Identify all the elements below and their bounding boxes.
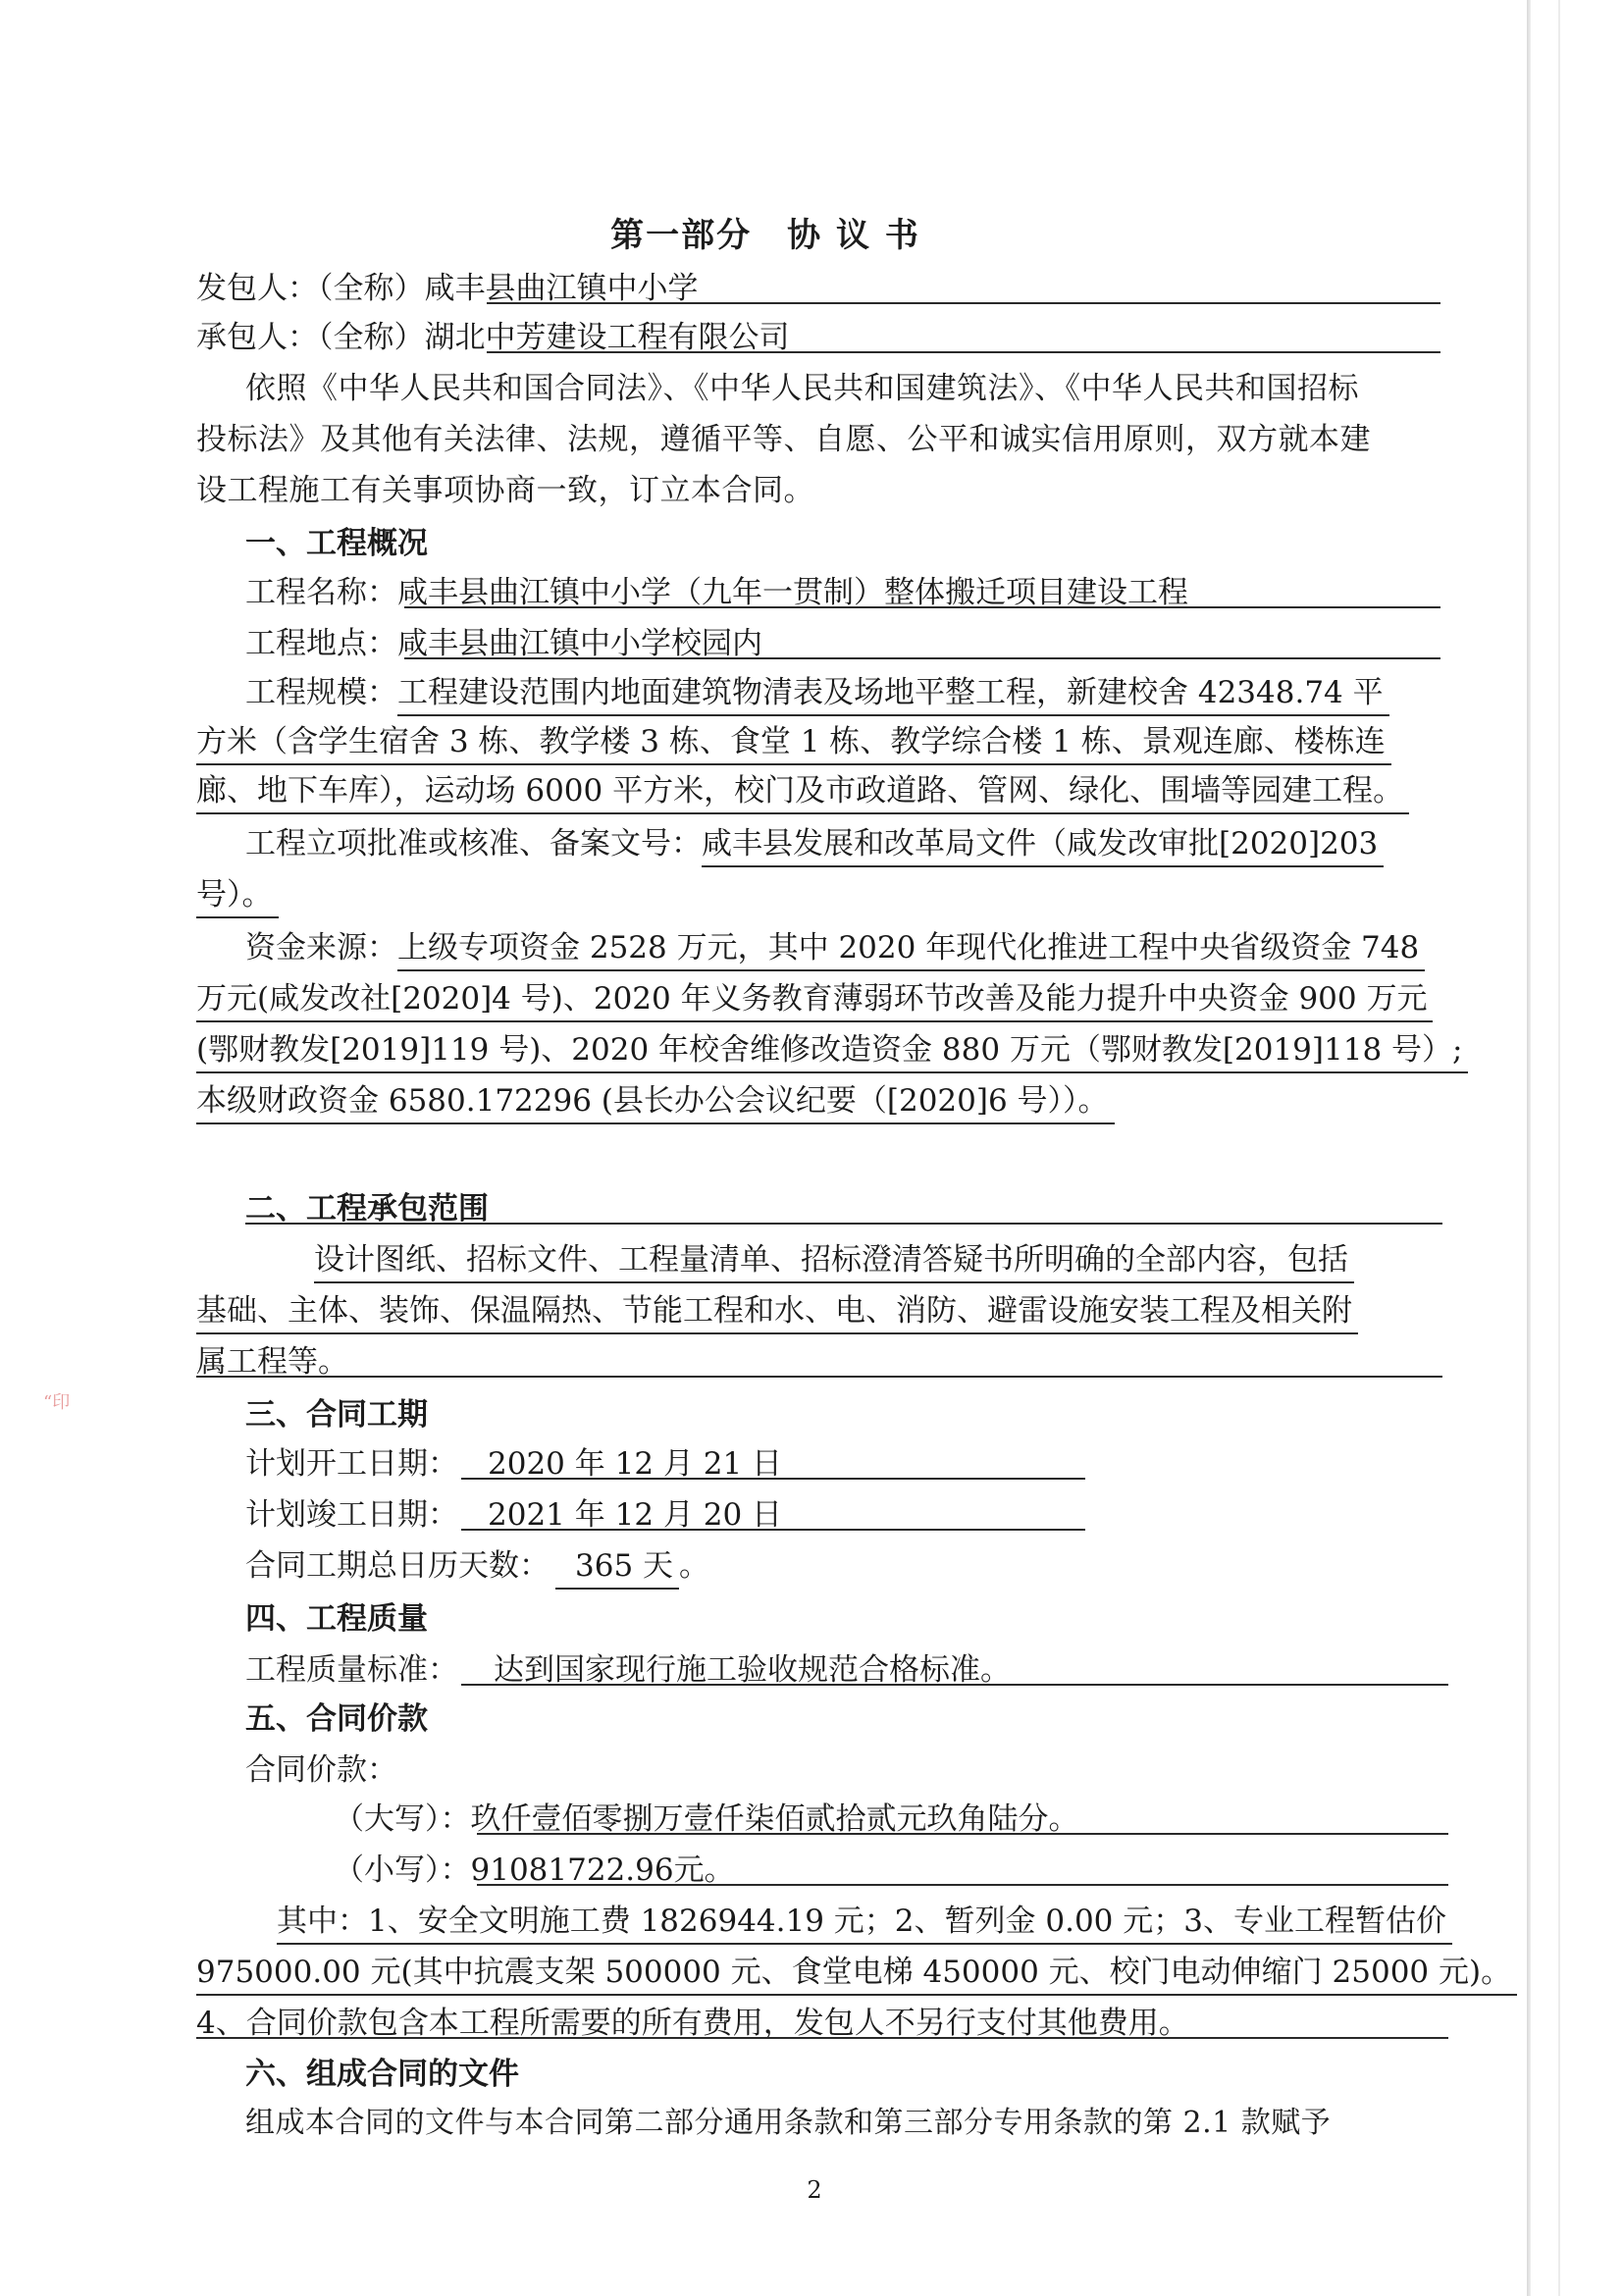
total-days-suffix: 。 [679,1548,710,1584]
approval-line-2 [196,873,1452,918]
section-1-heading: 一、工程概况 [245,526,428,561]
section-4-heading: 四、工程质量 [245,1601,428,1637]
contractor-label: 承包人：（全称） [196,320,425,355]
price-lower-label: （小写）： [334,1852,471,1888]
section-3-heading: 三、合同工期 [245,1397,428,1433]
start-date-label: 计划开工日期： [245,1446,458,1482]
scope-line-1 [314,1238,1570,1283]
contract-price-label: 合同价款： [245,1752,397,1788]
approval-text-2: 号）。 [196,873,279,918]
project-name-label: 工程名称： [245,575,397,610]
section-2-heading: 二、工程承包范围 [245,1191,489,1226]
fund-line-4 [196,1079,1452,1124]
fund-text-1: 上级专项资金 2528 万元，其中 2020 年现代化推进工程中央省级资金 748 [397,926,1425,971]
end-date-label: 计划竣工日期： [245,1497,458,1533]
project-location-label: 工程地点： [245,626,397,661]
project-scale-line-1 [245,671,1501,716]
approval-label: 工程立项批准或核准、备案文号： [245,826,702,861]
total-days-line [245,1544,1501,1590]
project-location-value: 咸丰县曲江镇中小学校园内 [397,626,762,661]
price-upper-label: （大写）： [334,1801,471,1837]
price-note-text-2: 975000.00 元(其中抗震支架 500000 元、食堂电梯 450000 元、校门电动伸缩门 25000 元)。 [196,1951,1517,1996]
project-name-value: 咸丰县曲江镇中小学（九年一贯制）整体搬迁项目建设工程 [397,575,1188,610]
scope-text-3: 属工程等。 [196,1344,348,1380]
quality-standard-label: 工程质量标准： [245,1652,458,1688]
page-title: 第一部分 协 议 书 [610,216,920,255]
price-note-line-1 [277,1900,1533,1945]
employer-label: 发包人：（全称） [196,271,425,306]
fund-text-3: (鄂财教发[2019]119 号)、2020 年校舍维修改造资金 880 万元（鄂财教发[2019]118 号）; [196,1028,1468,1073]
total-days-label: 合同工期总日历天数： [245,1548,550,1584]
fund-text-2: 万元(咸发改社[2020]4 号)、2020 年义务教育薄弱环节改善及能力提升中央资金 900 万元 [196,977,1433,1022]
fund-text-4: 本级财政资金 6580.172296 (县长办公会议纪要（[2020]6 号））。 [196,1079,1115,1124]
scope-text-1: 设计图纸、招标文件、工程量清单、招标澄清答疑书所明确的全部内容，包括 [314,1238,1354,1283]
end-date-underline [461,1529,1085,1531]
fund-label: 资金来源： [245,930,397,965]
fund-line-2 [196,977,1452,1022]
end-date-value: 2021 年 12 月 20 日 [488,1497,783,1533]
fund-line-3 [196,1028,1463,1073]
price-note-text-1: 其中：1、安全文明施工费 1826944.19 元；2、暂列金 0.00 元；3、专业工程暂估价 [277,1900,1452,1945]
price-lower-value: 91081722.96元。 [470,1852,735,1888]
page-number: 2 [807,2176,822,2204]
project-scale-text-3: 廊、地下车库），运动场 6000 平方米，校门及市政道路、管网、绿化、围墙等园建工程。 [196,769,1409,814]
project-scale-line-2 [196,720,1452,765]
price-upper-value: 玖仟壹佰零捌万壹仟柒佰贰拾贰元玖角陆分。 [470,1801,1079,1837]
intro-line-1: 依照《中华人民共和国合同法》、《中华人民共和国建筑法》、《中华人民共和国招标 [245,371,1359,406]
project-scale-text-2: 方米（含学生宿舍 3 栋、教学楼 3 栋、食堂 1 栋、教学综合楼 1 栋、景观连廊、楼栋连 [196,720,1391,765]
price-upper-underline [477,1833,1448,1835]
price-note-text-3: 4、合同价款包含本工程所需要的所有费用，发包人不另行支付其他费用。 [196,2006,1189,2041]
employer-underline [487,302,1440,304]
start-date-value: 2020 年 12 月 21 日 [488,1446,783,1482]
intro-line-2: 投标法》及其他有关法律、法规，遵循平等、自愿、公平和诚实信用原则，双方就本建 [196,422,1371,457]
total-days-value: 365 天 [555,1544,679,1590]
project-scale-label: 工程规模： [245,675,397,710]
project-name-underline [404,606,1440,608]
intro-line-3: 设工程施工有关事项协商一致，订立本合同。 [196,473,814,508]
margin-mark: “印 [43,1392,71,1413]
section-6-heading: 六、组成合同的文件 [245,2057,519,2092]
approval-line-1 [245,822,1501,867]
project-scale-line-3 [196,769,1452,814]
scan-edge-secondary [1558,0,1560,2296]
price-note-underline-3 [196,2037,1448,2039]
quality-standard-value: 达到国家现行施工验收规范合格标准。 [494,1652,1011,1688]
section-5-heading: 五、合同价款 [245,1701,428,1737]
section-6-text: 组成本合同的文件与本合同第二部分通用条款和第三部分专用条款的第 2.1 款赋予 [245,2106,1332,2140]
price-note-line-2 [196,1951,1512,1996]
contractor-value: 湖北中芳建设工程有限公司 [424,320,790,355]
approval-text-1: 咸丰县发展和改革局文件（咸发改审批[2020]203 [702,822,1384,867]
project-scale-text-1: 工程建设范围内地面建筑物清表及场地平整工程，新建校舍 42348.74 平 [397,671,1389,716]
price-lower-underline [477,1884,1448,1886]
employer-value: 咸丰县曲江镇中小学 [424,271,699,306]
project-location-underline [404,657,1440,659]
section-2-underline [245,1223,1442,1225]
scope-underline-3 [196,1376,1442,1378]
contractor-underline [487,351,1440,353]
quality-standard-underline [461,1684,1448,1686]
scope-line-2 [196,1289,1452,1334]
start-date-underline [461,1478,1085,1480]
scope-text-2: 基础、主体、装饰、保温隔热、节能工程和水、电、消防、避雷设施安装工程及相关附 [196,1289,1358,1334]
scan-edge [1527,0,1531,2296]
fund-line-1 [245,926,1501,971]
